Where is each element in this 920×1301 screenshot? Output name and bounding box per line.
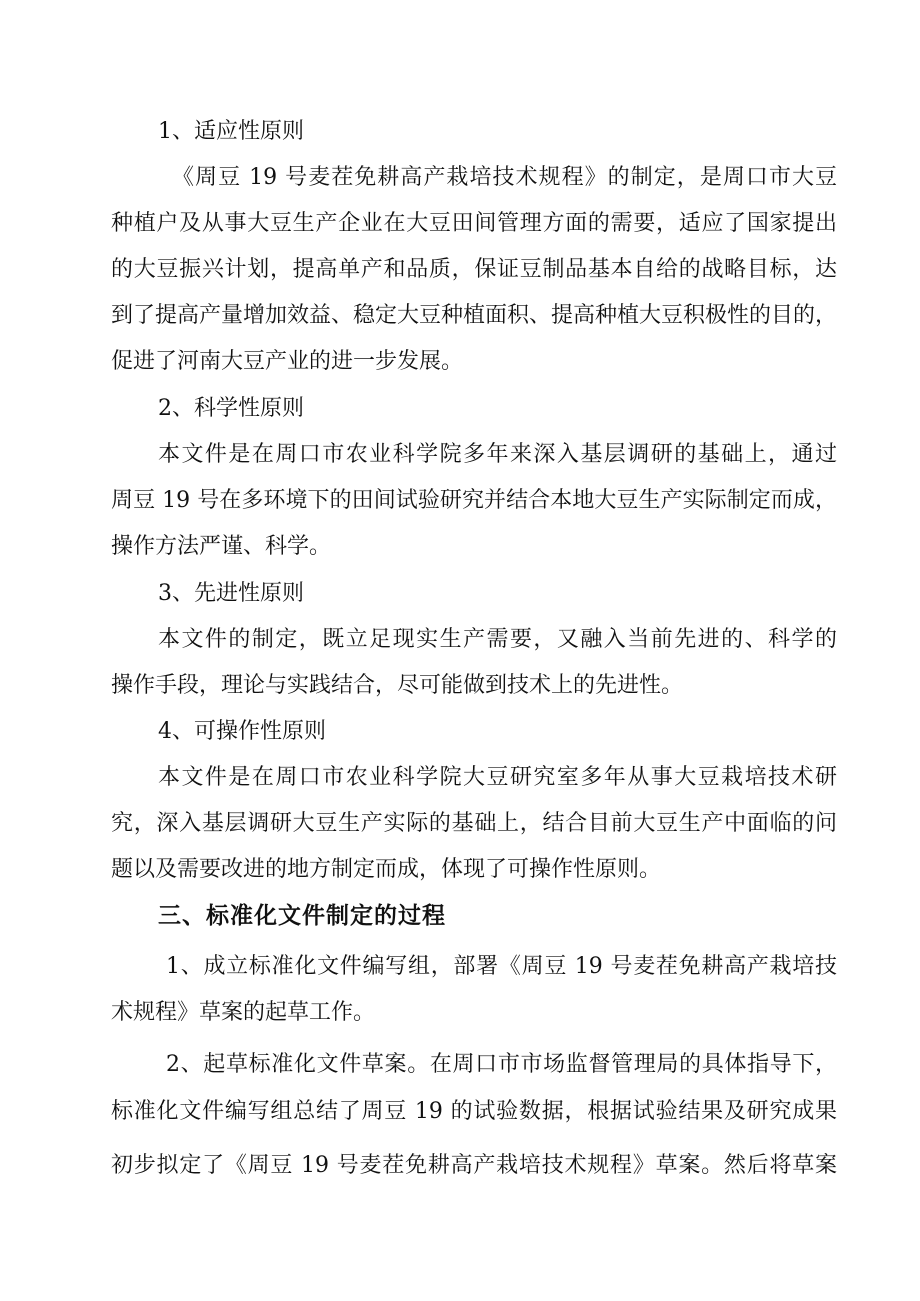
step-1-line-2: 术规程》草案的起草工作。 xyxy=(111,1000,376,1025)
principle-1-title: 1、适应性原则 xyxy=(158,119,304,144)
principle-3-title: 3、先进性原则 xyxy=(158,581,304,606)
principle-1-line-2: 种植户及从事大豆生产企业在大豆田间管理方面的需要，适应了国家提出 xyxy=(111,211,837,236)
step-1-line-1: 1、成立标准化文件编写组，部署《周豆 19 号麦茬免耕高产栽培技 xyxy=(166,954,837,979)
principle-1-line-3: 的大豆振兴计划，提高单产和品质，保证豆制品基本自给的战略目标，达 xyxy=(111,257,837,282)
principle-2-line-1: 本文件是在周口市农业科学院多年来深入基层调研的基础上，通过 xyxy=(158,442,837,467)
principle-1-line-5: 促进了河南大豆产业的进一步发展。 xyxy=(111,349,464,374)
principle-4-line-1: 本文件是在周口市农业科学院大豆研究室多年从事大豆栽培技术研 xyxy=(158,765,837,790)
step-2-line-2: 标准化文件编写组总结了周豆 19 的试验数据，根据试验结果及研究成果 xyxy=(111,1099,837,1124)
principle-2-title: 2、科学性原则 xyxy=(158,396,304,421)
principle-3-line-2: 操作手段，理论与实践结合，尽可能做到技术上的先进性。 xyxy=(111,673,684,698)
step-2-line-1: 2、起草标准化文件草案。在周口市市场监督管理局的具体指导下， xyxy=(166,1052,837,1077)
principle-2-line-2: 周豆 19 号在多环境下的田间试验研究并结合本地大豆生产实际制定而成， xyxy=(111,488,837,513)
principle-1-line-1: 《周豆 19 号麦茬免耕高产栽培技术规程》的制定，是周口市大豆 xyxy=(172,165,837,190)
principle-4-line-2: 究，深入基层调研大豆生产实际的基础上，结合目前大豆生产中面临的问 xyxy=(111,811,837,836)
principle-4-line-3: 题以及需要改进的地方制定而成，体现了可操作性原则。 xyxy=(111,857,662,882)
principle-3-line-1: 本文件的制定，既立足现实生产需要，又融入当前先进的、科学的 xyxy=(158,627,837,652)
principle-4-title: 4、可操作性原则 xyxy=(158,719,326,744)
section-3-heading: 三、标准化文件制定的过程 xyxy=(158,903,446,929)
principle-2-line-3: 操作方法严谨、科学。 xyxy=(111,534,332,559)
step-2-line-3: 初步拟定了《周豆 19 号麦茬免耕高产栽培技术规程》草案。然后将草案 xyxy=(111,1153,837,1178)
principle-1-line-4: 到了提高产量增加效益、稳定大豆种植面积、提高种植大豆积极性的目的， xyxy=(111,303,838,328)
